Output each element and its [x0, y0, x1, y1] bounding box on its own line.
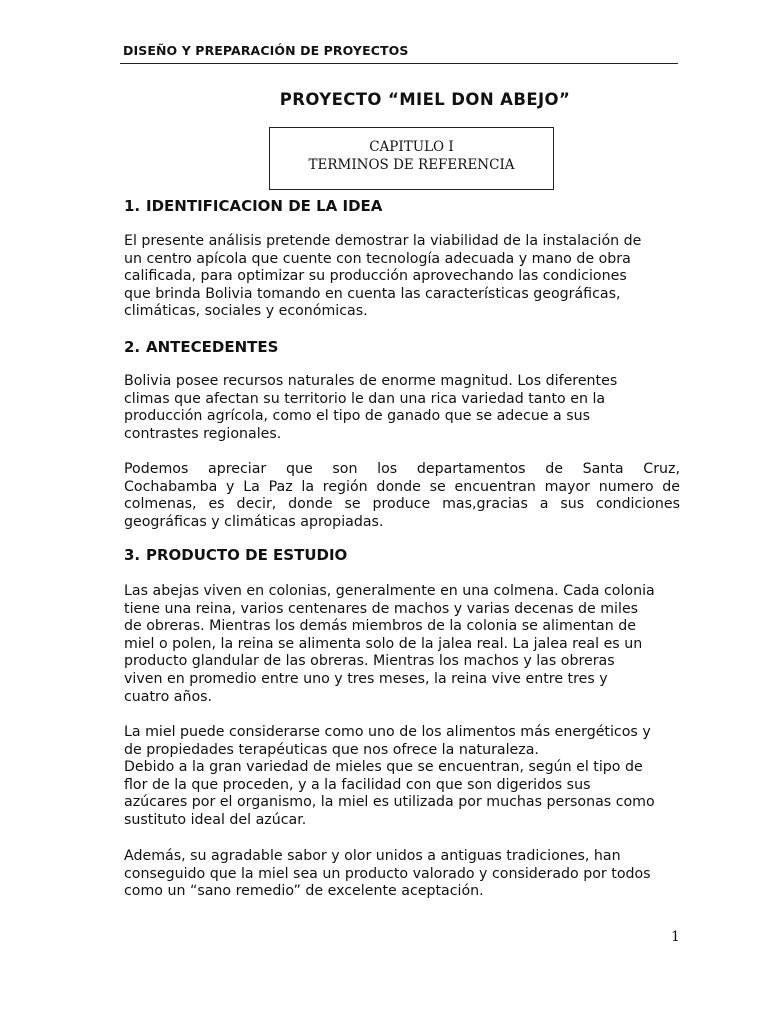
paragraph-line: como un “sano remedio” de excelente aceptación. — [124, 883, 484, 900]
paragraph-line: de propiedades terapéuticas que nos ofrece la naturaleza. — [124, 741, 539, 758]
page-number: 1 — [671, 929, 680, 945]
section-heading-3 — [124, 546, 347, 564]
paragraph-line: miel o polen, la reina se alimenta solo de la jalea real. La jalea real es un — [124, 635, 643, 652]
section-title: PRODUCTO DE ESTUDIO — [146, 546, 348, 564]
paragraph-line: Debido a la gran variedad de mieles que se encuentran, según el tipo de — [124, 759, 643, 776]
paragraph-line: La miel puede considerarse como uno de los alimentos más energéticos y — [124, 724, 651, 740]
paragraph-line: de obreras. Mientras los demás miembros de la colonia se alimentan de — [124, 618, 636, 635]
paragraph-line: Las abejas viven en colonias, generalmente en una colmena. Cada colonia — [124, 583, 655, 599]
paragraph-line: que brinda Bolivia tomando en cuenta las características geográficas, — [124, 285, 621, 302]
paragraph-line: Bolivia posee recursos naturales de enorme magnitud. Los diferentes — [124, 373, 618, 389]
chapter-box — [269, 127, 554, 190]
document-title: PROYECTO “MIEL DON ABEJO” — [279, 90, 571, 109]
paragraph — [124, 461, 680, 531]
section-heading-2 — [124, 338, 278, 356]
paragraph — [124, 373, 680, 443]
paragraph-line: cuatro años. — [124, 688, 213, 705]
paragraph — [124, 724, 680, 830]
paragraph-line: El presente análisis pretende demostrar la viabilidad de la instalación de — [124, 233, 642, 249]
section-number: 3. — [124, 546, 141, 564]
header-rule — [120, 63, 678, 64]
paragraph — [124, 848, 680, 901]
paragraph-line: un centro apícola que cuente con tecnología adecuada y mano de obra — [124, 250, 631, 267]
paragraph — [124, 233, 680, 321]
chapter-title: TERMINOS DE REFERENCIA — [308, 157, 515, 173]
section-number: 2. — [124, 338, 141, 356]
paragraph-line: sustituto ideal del azúcar. — [124, 811, 307, 828]
paragraph-line: viven en promedio entre uno y tres meses, la reina vive entre tres y — [124, 670, 608, 687]
section-title: IDENTIFICACION DE LA IDEA — [146, 197, 383, 215]
paragraph-line: Cochabamba y La Paz la región donde se encuentran mayor numero de — [124, 478, 680, 495]
section-heading-1 — [124, 197, 382, 215]
paragraph-line: climas que afectan su territorio le dan una rica variedad tanto en la — [124, 390, 606, 407]
paragraph-line: colmenas, es decir, donde se produce mas,gracias a sus condiciones — [124, 496, 680, 513]
paragraph-line: geográficas y climáticas apropiadas. — [124, 513, 384, 530]
section-number: 1. — [124, 197, 141, 215]
paragraph-line: Podemos apreciar que son los departamentos de Santa Cruz, — [124, 461, 680, 477]
paragraph-line: azúcares por el organismo, la miel es utilizada por muchas personas como — [124, 794, 655, 811]
paragraph-line: producción agrícola, como el tipo de ganado que se adecue a sus — [124, 408, 591, 425]
paragraph-line: flor de la que proceden, y a la facilidad con que son digeridos sus — [124, 776, 591, 793]
paragraph-line: Además, su agradable sabor y olor unidos a antiguas tradiciones, han — [124, 848, 621, 864]
paragraph-line: tiene una reina, varios centenares de machos y varias decenas de miles — [124, 600, 639, 617]
paragraph-line: producto glandular de las obreras. Mientras los machos y las obreras — [124, 653, 615, 670]
chapter-number: CAPITULO I — [369, 139, 454, 155]
paragraph-line: contrastes regionales. — [124, 425, 282, 442]
running-header: DISEÑO Y PREPARACIÓN DE PROYECTOS — [123, 43, 409, 58]
paragraph-line: calificada, para optimizar su producción aprovechando las condiciones — [124, 268, 627, 285]
paragraph — [124, 583, 680, 706]
paragraph-line: climáticas, sociales y económicas. — [124, 303, 368, 320]
section-title: ANTECEDENTES — [146, 338, 279, 356]
paragraph-line: conseguido que la miel sea un producto valorado y considerado por todos — [124, 865, 651, 882]
